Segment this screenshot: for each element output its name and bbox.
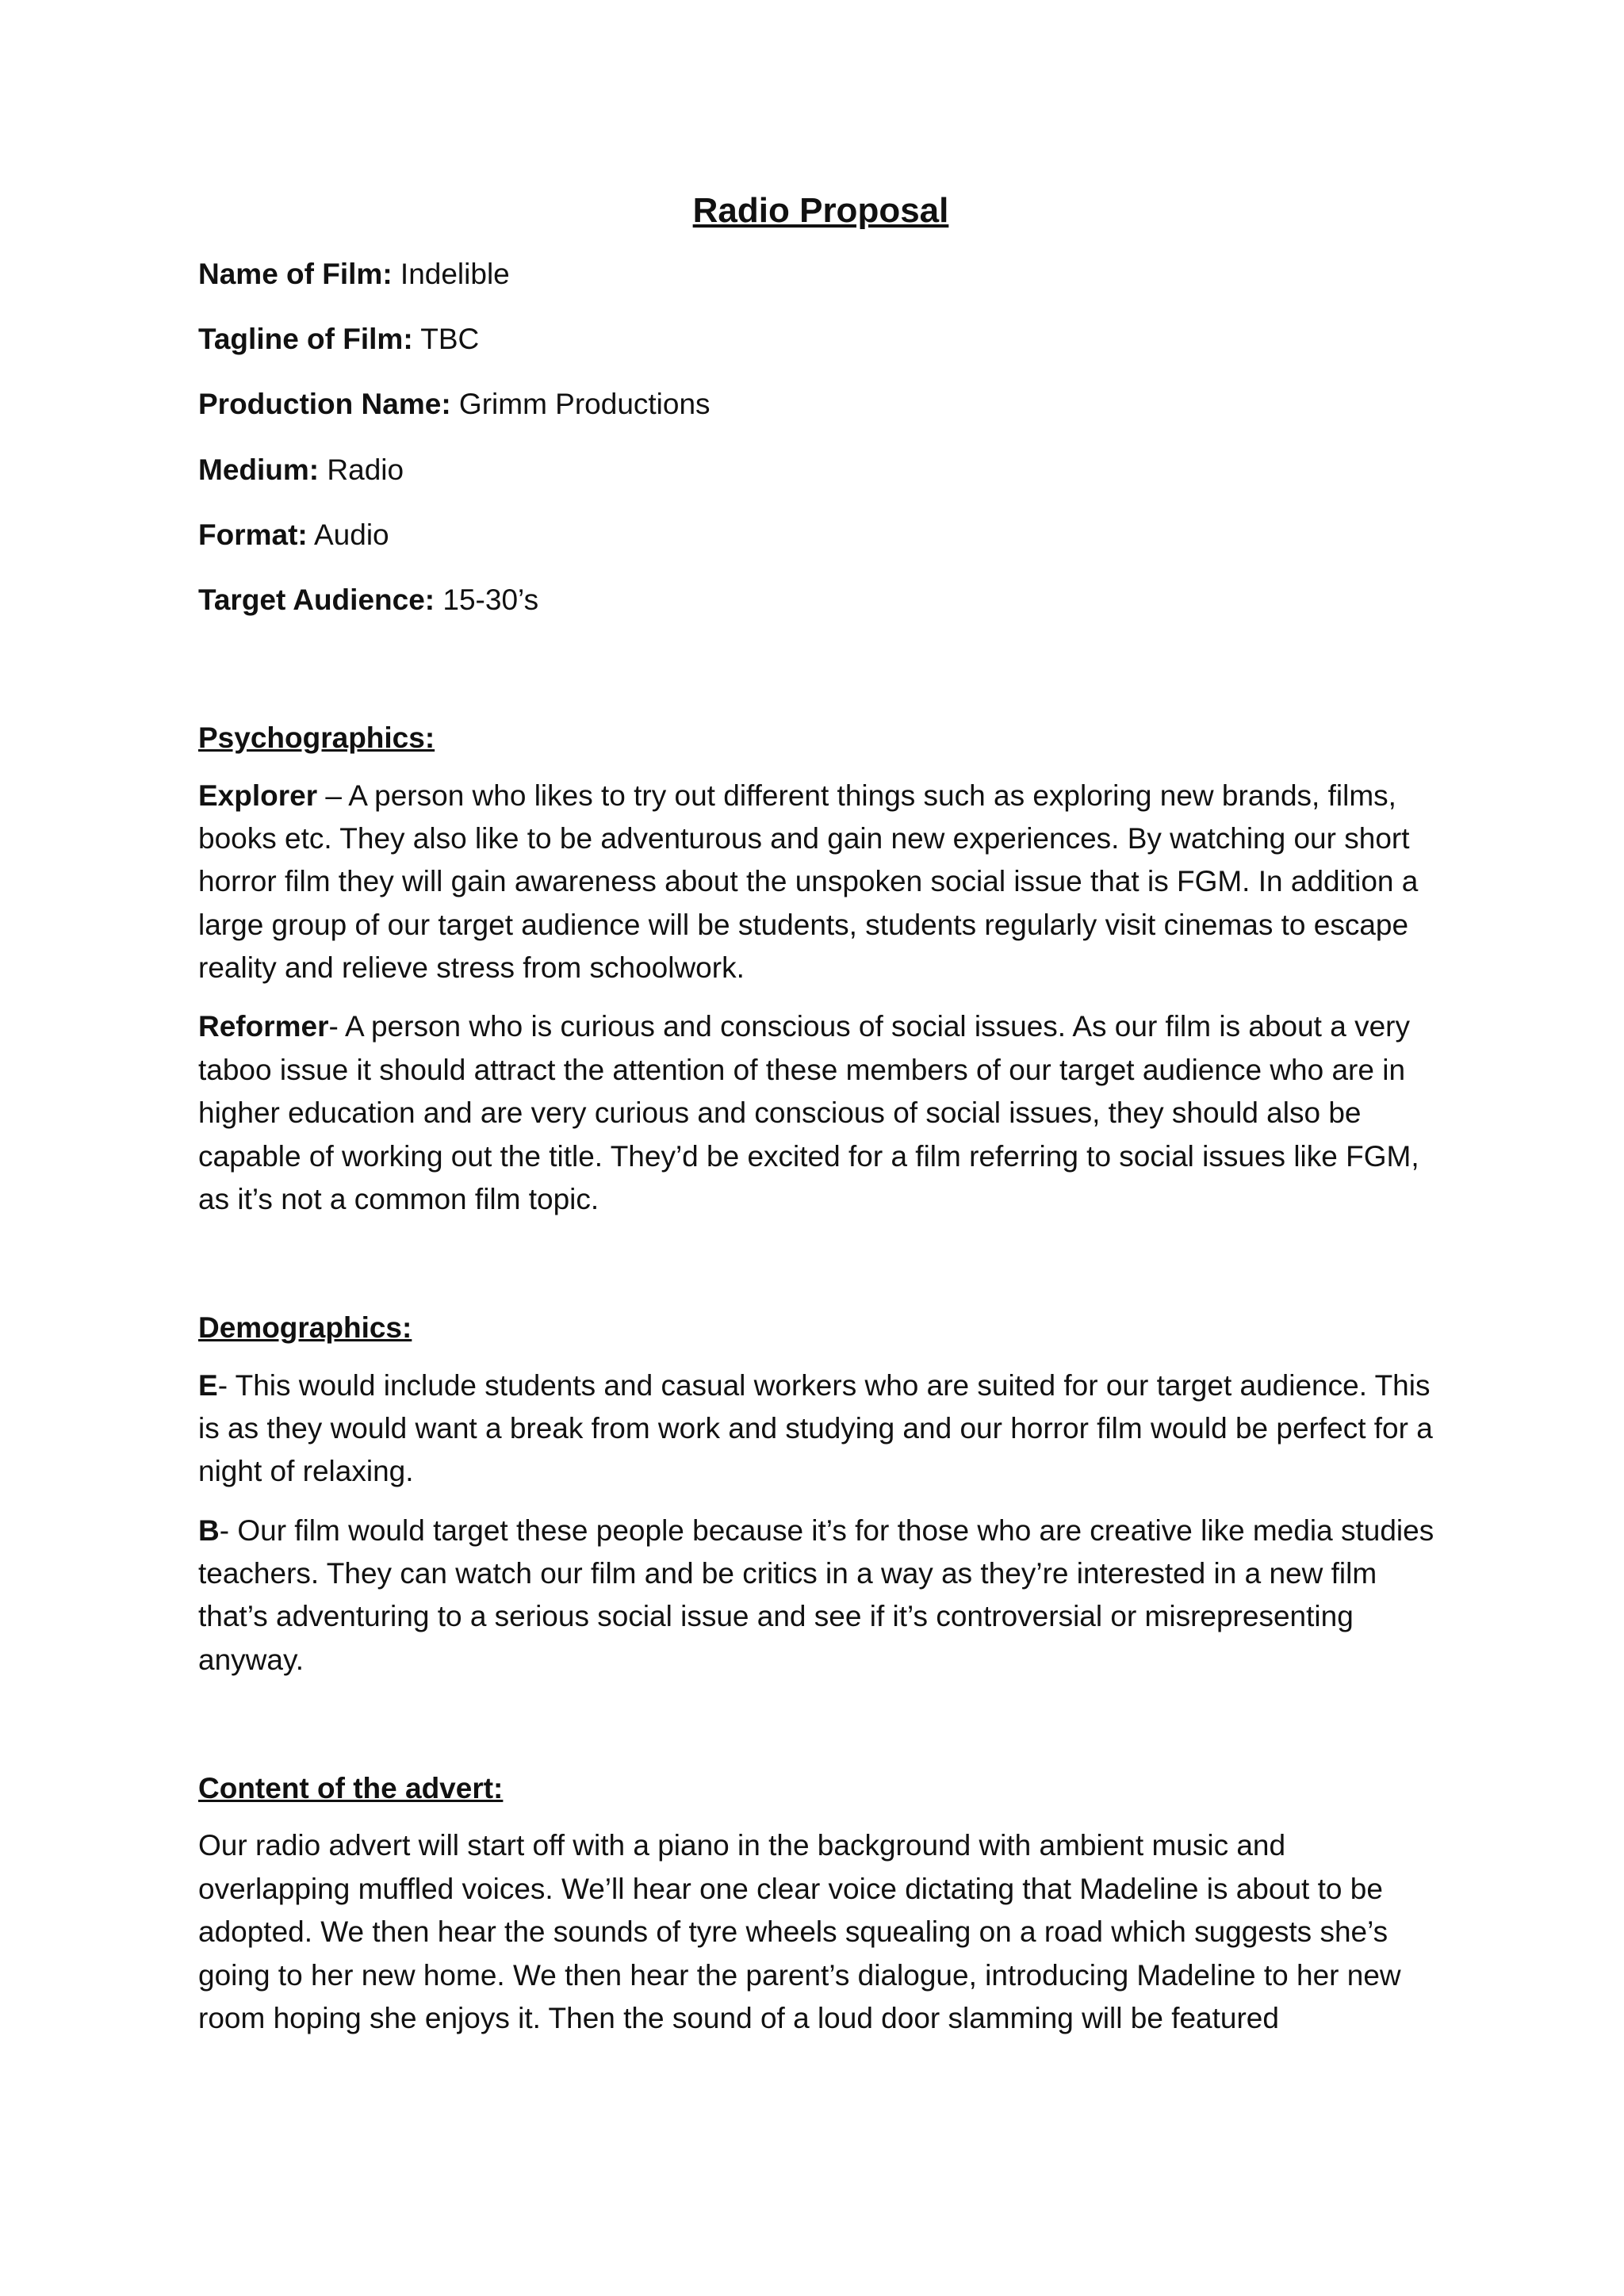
paragraph-text: - Our film would target these people because it’s for those who are creative like media studies teachers. They can watch our film and be critics in a way as they’re interested in a new film that’s adventuring to a serious social issue and see if it’s controversial or misrepresenting anyway. — [198, 1513, 1434, 1676]
field-value: Radio — [327, 453, 404, 486]
field-label: Tagline of Film: — [198, 323, 413, 356]
paragraph-explorer — [198, 775, 1443, 990]
field-value: Grimm Productions — [458, 388, 710, 421]
term-reformer: Reformer — [198, 1010, 329, 1043]
term-explorer: Explorer — [198, 779, 318, 812]
document-content — [198, 190, 1443, 2040]
term-e: E — [198, 1368, 218, 1402]
page-title: Radio Proposal — [692, 191, 949, 230]
section-spacer — [198, 647, 1443, 720]
paragraph-reformer — [198, 1005, 1443, 1221]
field-label: Production Name: — [198, 388, 451, 421]
field-label: Medium: — [198, 453, 320, 486]
paragraph-text: - This would include students and casual workers who are suited for our target audience. This is as they would want a break from work and studying and our horror film would be perfect for a night of relaxing. — [198, 1368, 1433, 1488]
section-spacer — [198, 1237, 1443, 1310]
field-value: Audio — [313, 518, 389, 551]
section-heading-demographics: Demographics: — [198, 1311, 412, 1345]
field-label: Format: — [198, 518, 308, 551]
field-label: Name of Film: — [198, 257, 393, 290]
field-target-audience — [198, 582, 1443, 618]
field-label: Target Audience: — [198, 584, 435, 617]
field-film-name — [198, 256, 1443, 293]
field-tagline — [198, 321, 1443, 358]
field-value: TBC — [420, 323, 480, 356]
field-format — [198, 517, 1443, 553]
paragraph-demographic-b — [198, 1510, 1443, 1682]
field-value: 15-30’s — [442, 584, 539, 617]
section-heading-psychographics: Psychographics: — [198, 721, 435, 755]
paragraph-demographic-e — [198, 1364, 1443, 1494]
paragraph-advert-content: Our radio advert will start off with a piano in the background with ambient music and overlapping muffled voices. We’ll hear one clear voice dictating that Madeline is about to be adopted. We then hear the sounds of tyre wheels squealing on a road which suggests she’s going to her new home. We then hear the parent’s dialogue, introducing Madeline to her new room hoping she enjoys it. Then the sound of a loud door slamming will be featured — [198, 1829, 1401, 2034]
term-b: B — [198, 1513, 220, 1547]
field-medium — [198, 452, 1443, 488]
section-heading-advert: Content of the advert: — [198, 1772, 504, 1805]
section-spacer — [198, 1697, 1443, 1770]
field-value: Indelible — [400, 257, 510, 290]
field-production-name — [198, 386, 1443, 423]
paragraph-text: - A person who is curious and conscious of social issues. As our film is about a very taboo issue it should attract the attention of these members of our target audience who are in higher education and are very curious and conscious of social issues, they should also be capable of working out the title. They’d be excited for a film referring to social issues like FGM, as it’s not a common film topic. — [198, 1010, 1419, 1215]
paragraph-text: – A person who likes to try out different things such as exploring new brands, films, books etc. They also like to be adventurous and gain new experiences. By watching our short horror film they will gain awareness about the unspoken social issue that is FGM. In addition a large group of our target audience will be students, students regularly visit cinemas to escape reality and relieve stress from schoolwork. — [198, 779, 1419, 985]
